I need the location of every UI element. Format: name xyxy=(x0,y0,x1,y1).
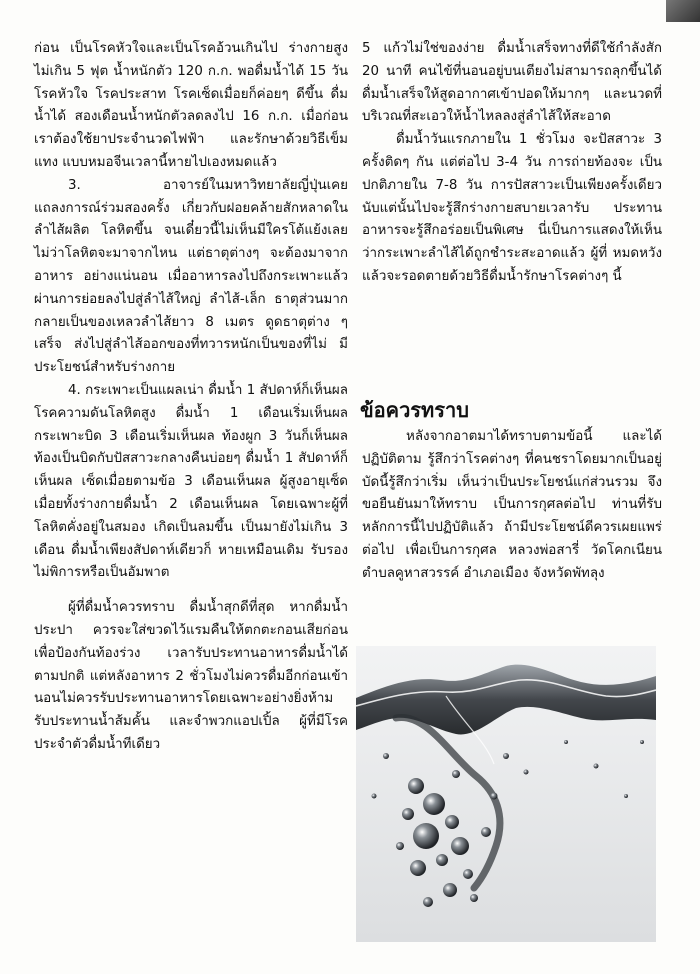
paragraph: 3. อาจารย์ในมหาวิทยาลัยญี่ปุ่นเคยแถลงการณ์ร่วมสองครั้ง เกี่ยวกับฝอยคล้ายสักหลาดในลำไส้ผลิต โลหิตขึ้น จนเดี๋ยวนี้ไม่เห็นมีใครโต้แย้งเลย ไม่ว่าโลหิตจะมาจากไหน แต่ธาตุต่างๆ จะต้องมาจากอาหาร อย่างแน่นอน เมื่ออาหารลงไปถึงกระเพาะแล้วผ่านการย่อยลงไปสู่ลำไส้ใหญ่ ลำไส้-เล็ก ธาตุส่วนมาก กลายเป็นของเหลวลำไส้ยาว 8 เมตร ดูดธาตุต่าง ๆ เสร็จ ส่งไปสู่ลำไส้ออกของที่ทวารหนักเป็นของที่ไม่ มีประโยชน์สำหรับร่างกาย xyxy=(34,177,348,376)
paragraph: 5 แก้วไม่ใช่ของง่าย ดื่มน้ำเสร็จทางที่ดีใช้กำลังสัก 20 นาที คนไข้ที่นอนอยู่บนเตียงไม่สามารถลุกขึ้นได้ ดื่มน้ำเสร็จให้สูดอากาศเข้าปอดให้มากๆ และนวดที่บริเวณที่สะเอวให้น้ำไหลลงสู่ลำไส้ให้สะอาด xyxy=(362,41,662,125)
paragraph: ก่อน เป็นโรคหัวใจและเป็นโรคอ้วนเกินไป ร่างกายสูงไม่เกิน 5 ฟุต น้ำหนักตัว 120 ก.ก. พอดื่มน้ำได้ 15 วัน โรคหัวใจ โรคประสาท โรคเซ็ดเมื่อยก็ค่อยๆ ดีขึ้น ดื่มน้ำได้ สองเดือนน้ำหนักตัวลดลงไป 16 ก.ก. เมื่อก่อนเราต้องใช้ยาประจำนวดไฟฟ้า และรักษาด้วยวิธีเข็มแทง แบบหมอจีนเวลานี้หายไปเองหมดแล้ว xyxy=(34,41,348,170)
paragraph: หลังจากอาตมาได้ทราบตามข้อนี้ และได้ปฏิบัติตาม รู้สึกว่าโรคต่างๆ ที่คนชราโดยมากเป็นอยู่บัดนี้รู้สึกว่าเริ่ม เห็นว่าเป็นประโยชน์แก่ส่วนรวม จึงขอยืนยันมาให้ทราบ เป็นการกุศลต่อไป ท่านที่รับหลักการนี้ไปปฏิบัติแล้ว ถ้ามีประโยชน์ดีควรเผยแพร่ต่อไป เพื่อเป็นการกุศล หลวงพ่อสารี่ วัดโคกเนียนตำบลคูหาสวรรค์ อำเภอเมือง จังหวัดพัทลุง xyxy=(362,429,662,581)
paragraph: ผู้ที่ดื่มน้ำควรทราบ ดื่มน้ำสุกดีที่สุด หากดื่มน้ำประปา ควรจะใส่ขวดไว้แรมคืนให้ตกตะกอนเสียก่อนเพื่อป้องกันท้องร่วง เวลารับประทานอาหารดื่มน้ำได้ตามปกติ แต่หลังอาหาร 2 ชั่วโมงไม่ควรดื่มอีกก่อนเข้านอนไม่ควรรับประทานอาหารโดยเฉพาะอย่างยิ่งห้ามรับประทานน้ำส้มคั้น และจำพวกแอปเปิ้ล ผู้ที่มีโรคประจำตัวดื่มน้ำทีเดียว xyxy=(34,600,348,752)
note-text-block xyxy=(362,426,662,586)
left-text-column xyxy=(34,38,348,757)
paragraph: ดื่มน้ำวันแรกภายใน 1 ชั่วโมง จะปัสสาวะ 3 ครั้งติดๆ กัน แต่ต่อไป 3-4 วัน การถ่ายท้องจะ เป็นปกติภายใน 7-8 วัน การปัสสาวะเป็นเพียงครั้งเดียว นับแต่นั้นไปจะรู้สึกร่างกายสบายเวลารับ ประทานอาหารจะรู้สึกอร่อยเป็นพิเศษ นี่เป็นการแสดงให้เห็นว่ากระเพาะลำไส้ได้ถูกชำระสะอาดแล้ว ผู้ที่ หมดหวังแล้วจะรอดตายด้วยวิธีดื่มน้ำรักษาโรคต่างๆ นี้ xyxy=(362,132,662,284)
section-heading: ข้อควรทราบ xyxy=(360,398,469,422)
page-corner-shadow xyxy=(666,0,700,22)
paragraph: 4. กระเพาะเป็นแผลเน่า ดื่มน้ำ 1 สัปดาห์ก็เห็นผล โรคความดันโลหิตสูง ดื่มน้ำ 1 เดือนเริ่มเห็นผล กระเพาะบิด 3 เดือนเริ่มเห็นผล ท้องผูก 3 วันก็เห็นผล ท้องเป็นบิดกับปัสสาวะกลางคืนบ่อยๆ ดื่มน้ำ 1 สัปดาห์ก็เห็นผล เซ็ดเมื่อยตามข้อ 3 เดือนเห็นผล ผู้สูงอายุเซ็ดเมื่อยทั้งร่างกายดื่มน้ำ 2 เดือนเห็นผล โดยเฉพาะผู้ที่โลหิตคั่งอยู่ในสมอง เกิดเป็นลมขึ้น เป็นมายังไม่เกิน 3 เดือน ดื่มน้ำเพียงสัปดาห์เดียวก็ หายเหมือนเดิม รับรองไม่พิการหรือเป็นอัมพาต xyxy=(34,382,348,581)
water-splash-photo xyxy=(356,646,656,942)
water-splash-illustration xyxy=(356,646,656,942)
right-text-column xyxy=(362,38,662,289)
